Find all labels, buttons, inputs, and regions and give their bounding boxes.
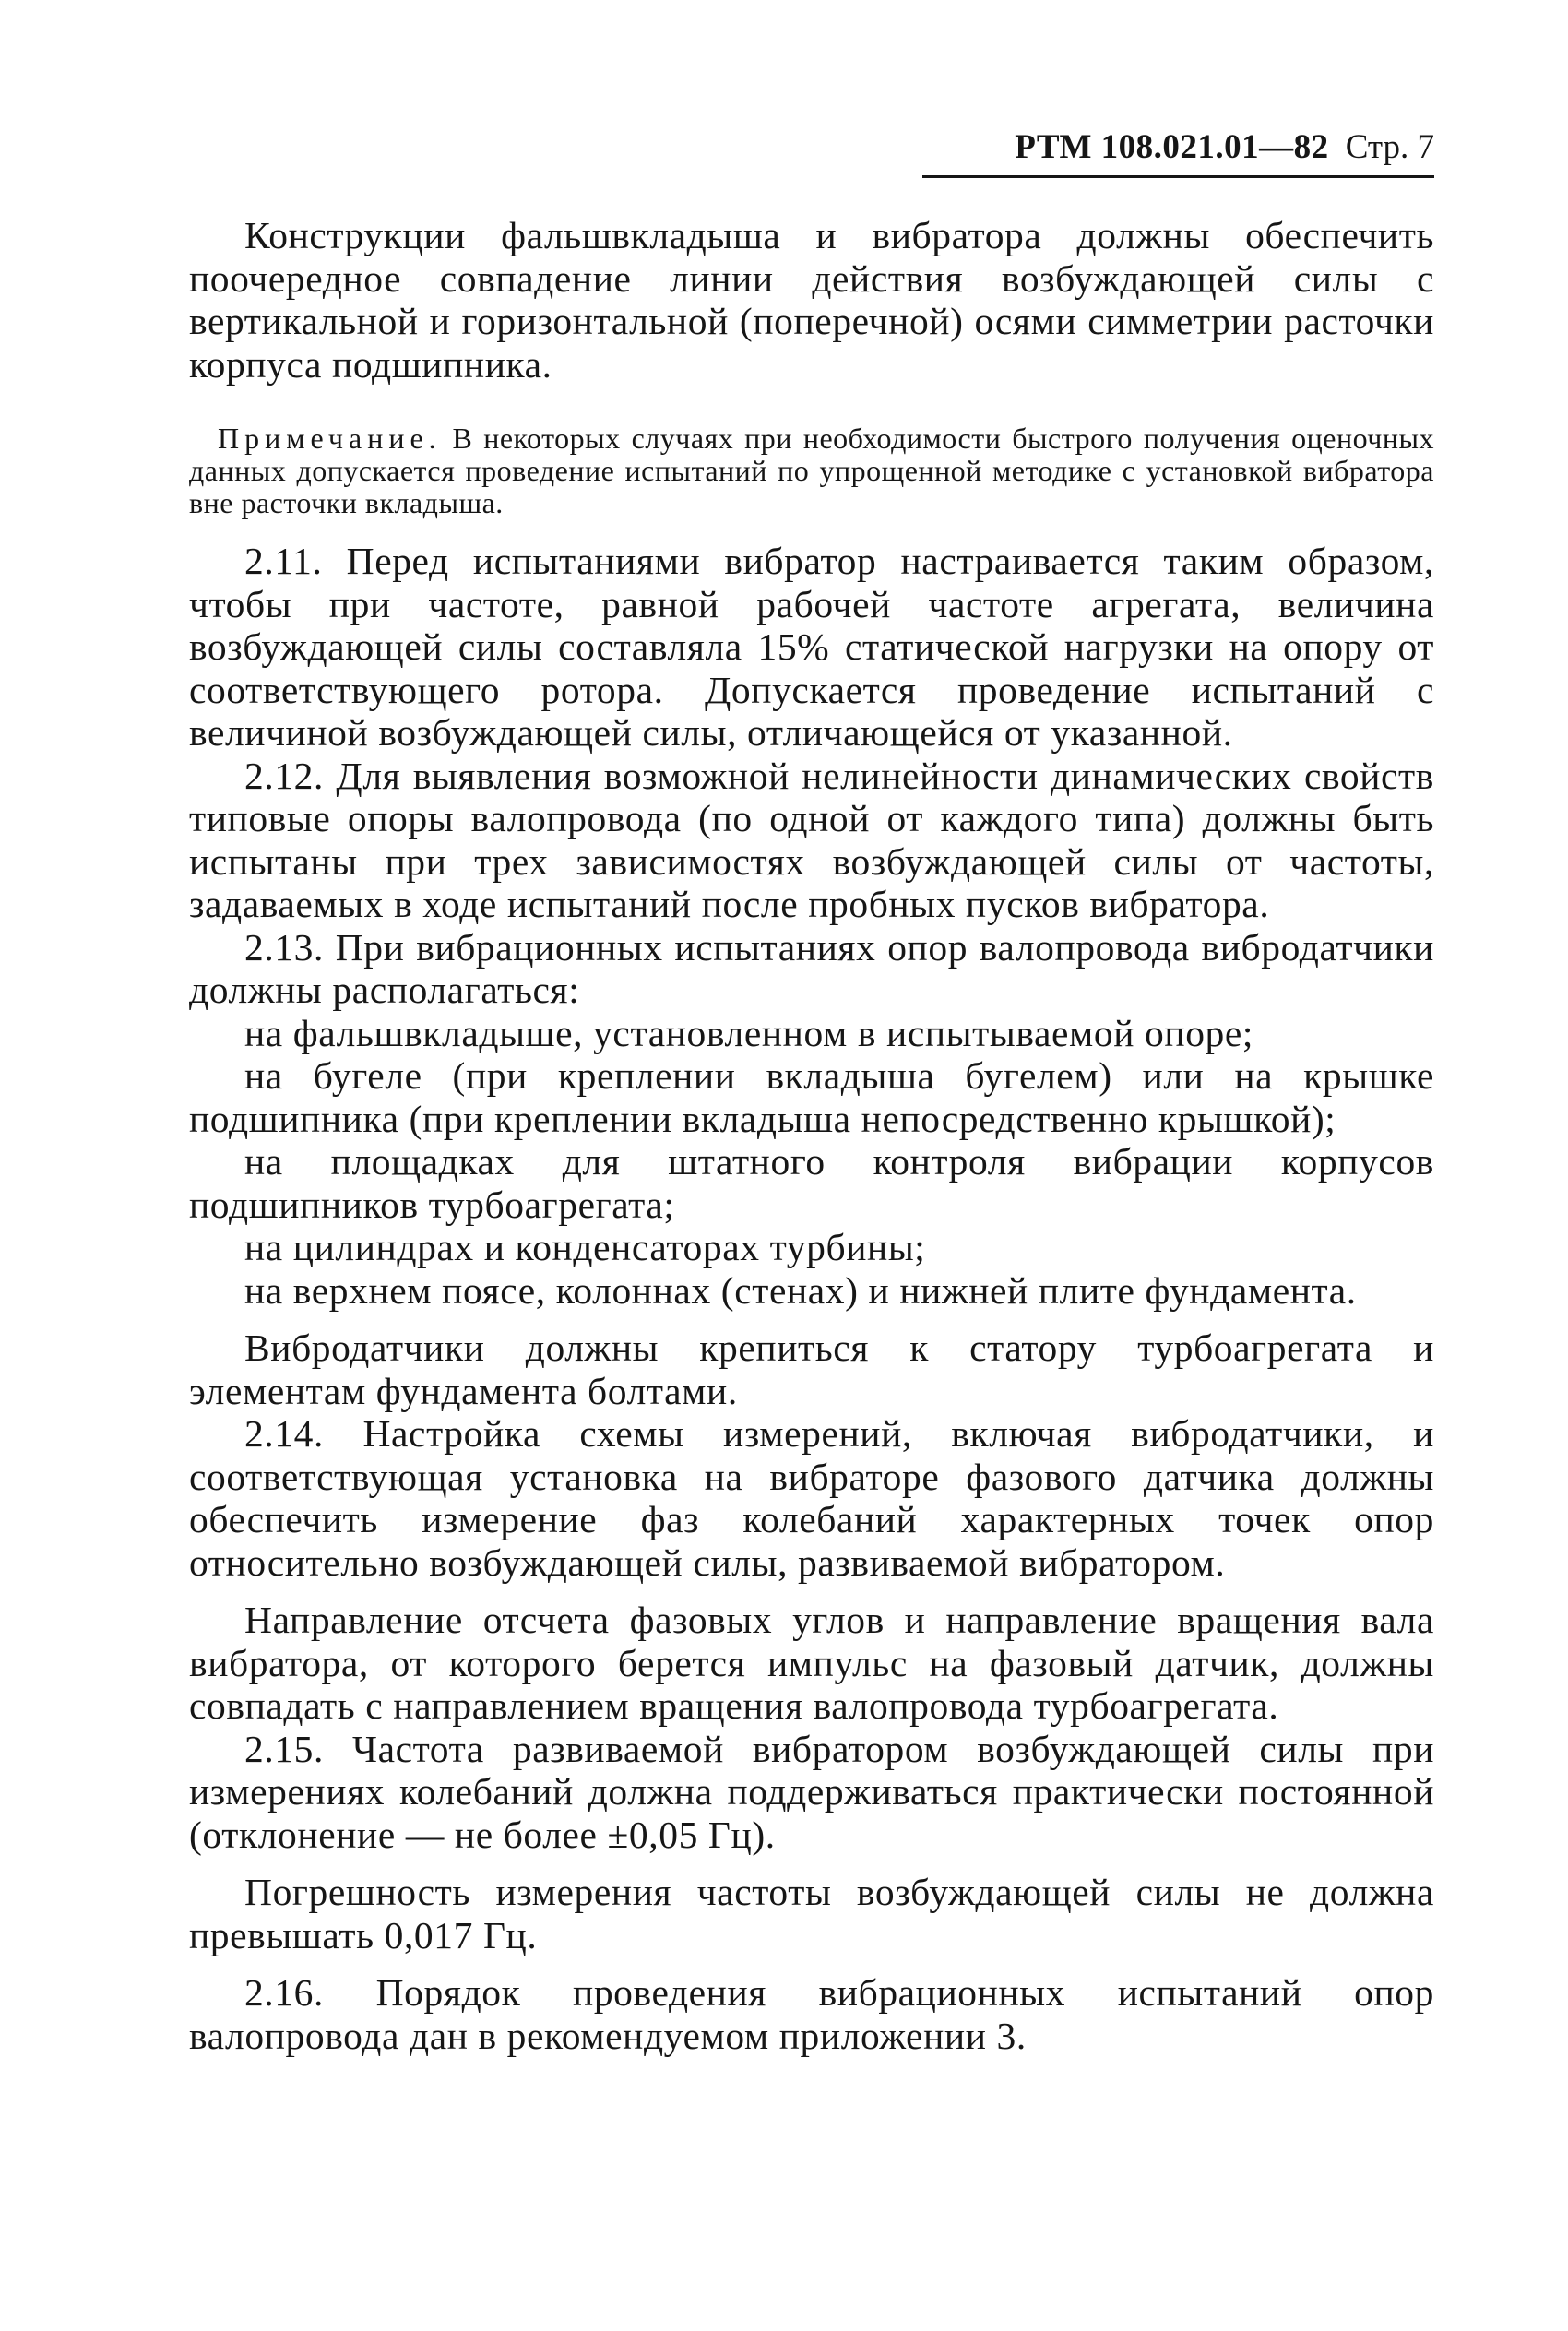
paragraph-2-13: 2.13. При вибрационных испытаниях опор валопровода вибродатчики должны располагаться: <box>189 925 1434 1011</box>
page-header <box>922 127 1434 178</box>
list-item: на цилиндрах и конденсаторах турбины; <box>244 1226 926 1268</box>
paragraph-design: Конструкции фальшвкладыша и вибратора должны обеспечить поочередное совпадение линии действия возбуждающей силы с вертикальной и горизонтальной (поперечной) осями симметрии расточки корпуса подшипника. <box>189 214 1434 386</box>
note-paragraph <box>189 422 1434 519</box>
paragraph-2-15: 2.15. Частота развиваемой вибратором возбуждающей силы при измерениях колебаний должна поддерживаться практически постоянной (отклонение — не более ±0,05 Гц). <box>189 1727 1434 1856</box>
list-item: на фальшвкладыше, установленном в испытываемой опоре; <box>244 1011 1254 1054</box>
note-text: В некоторых случаях при необходимости быстрого получения оценочных данных допускается проведение испытаний по упрощенной методике с установкой вибратора вне расточки вкладыша. <box>189 422 1434 519</box>
paragraph-phase-direction: Направление отсчета фазовых углов и направление вращения вала вибратора, от которого берется импульс на фазовый датчик, должны совпадать с направлением вращения валопровода турбоагрегата. <box>189 1599 1434 1727</box>
page-number: Стр. 7 <box>1345 128 1434 166</box>
list-item: на верхнем поясе, колоннах (стенах) и нижней плите фундамента. <box>244 1268 1357 1312</box>
list-item: на площадках для штатного контроля вибрации корпусов подшипников турбоагрегата; <box>189 1140 1434 1226</box>
list-item: на бугеле (при креплении вкладыша бугелем) или на крышке подшипника (при креплении вкладыша непосредственно крышкой); <box>189 1054 1434 1140</box>
page-body <box>189 214 1434 2057</box>
paragraph-2-11: 2.11. Перед испытаниями вибратор настраивается таким образом, чтобы при частоте, равной рабочей частоте агрегата, величина возбуждающей силы составляла 15% статической нагрузки на опору от соответствующего ротора. Допускается проведение испытаний с величиной возбуждающей силы, отличающейся от указанной. <box>189 540 1434 754</box>
paragraph-frequency-error: Погрешность измерения частоты возбуждающей силы не должна превышать 0,017 Гц. <box>189 1871 1434 1956</box>
paragraph-2-12: 2.12. Для выявления возможной нелинейности динамических свойств типовые опоры валопровода (по одной от каждого типа) должны быть испытаны при трех зависимостях возбуждающей силы от частоты, задаваемых в ходе испытаний после пробных пусков вибратора. <box>189 754 1434 925</box>
paragraph-2-16: 2.16. Порядок проведения вибрационных испытаний опор валопровода дан в рекомендуемом приложении 3. <box>189 1971 1434 2057</box>
note-label: Примечание. <box>218 422 442 455</box>
paragraph-2-14: 2.14. Настройка схемы измерений, включая вибродатчики, и соответствующая установка на вибраторе фазового датчика должны обеспечить измерение фаз колебаний характерных точек опор относительно возбуждающей силы, развиваемой вибратором. <box>189 1412 1434 1584</box>
paragraph-vibro-mounting: Вибродатчики должны крепиться к статору турбоагрегата и элементам фундамента болтами. <box>189 1326 1434 1412</box>
document-code: РТМ 108.021.01—82 <box>1015 128 1329 166</box>
